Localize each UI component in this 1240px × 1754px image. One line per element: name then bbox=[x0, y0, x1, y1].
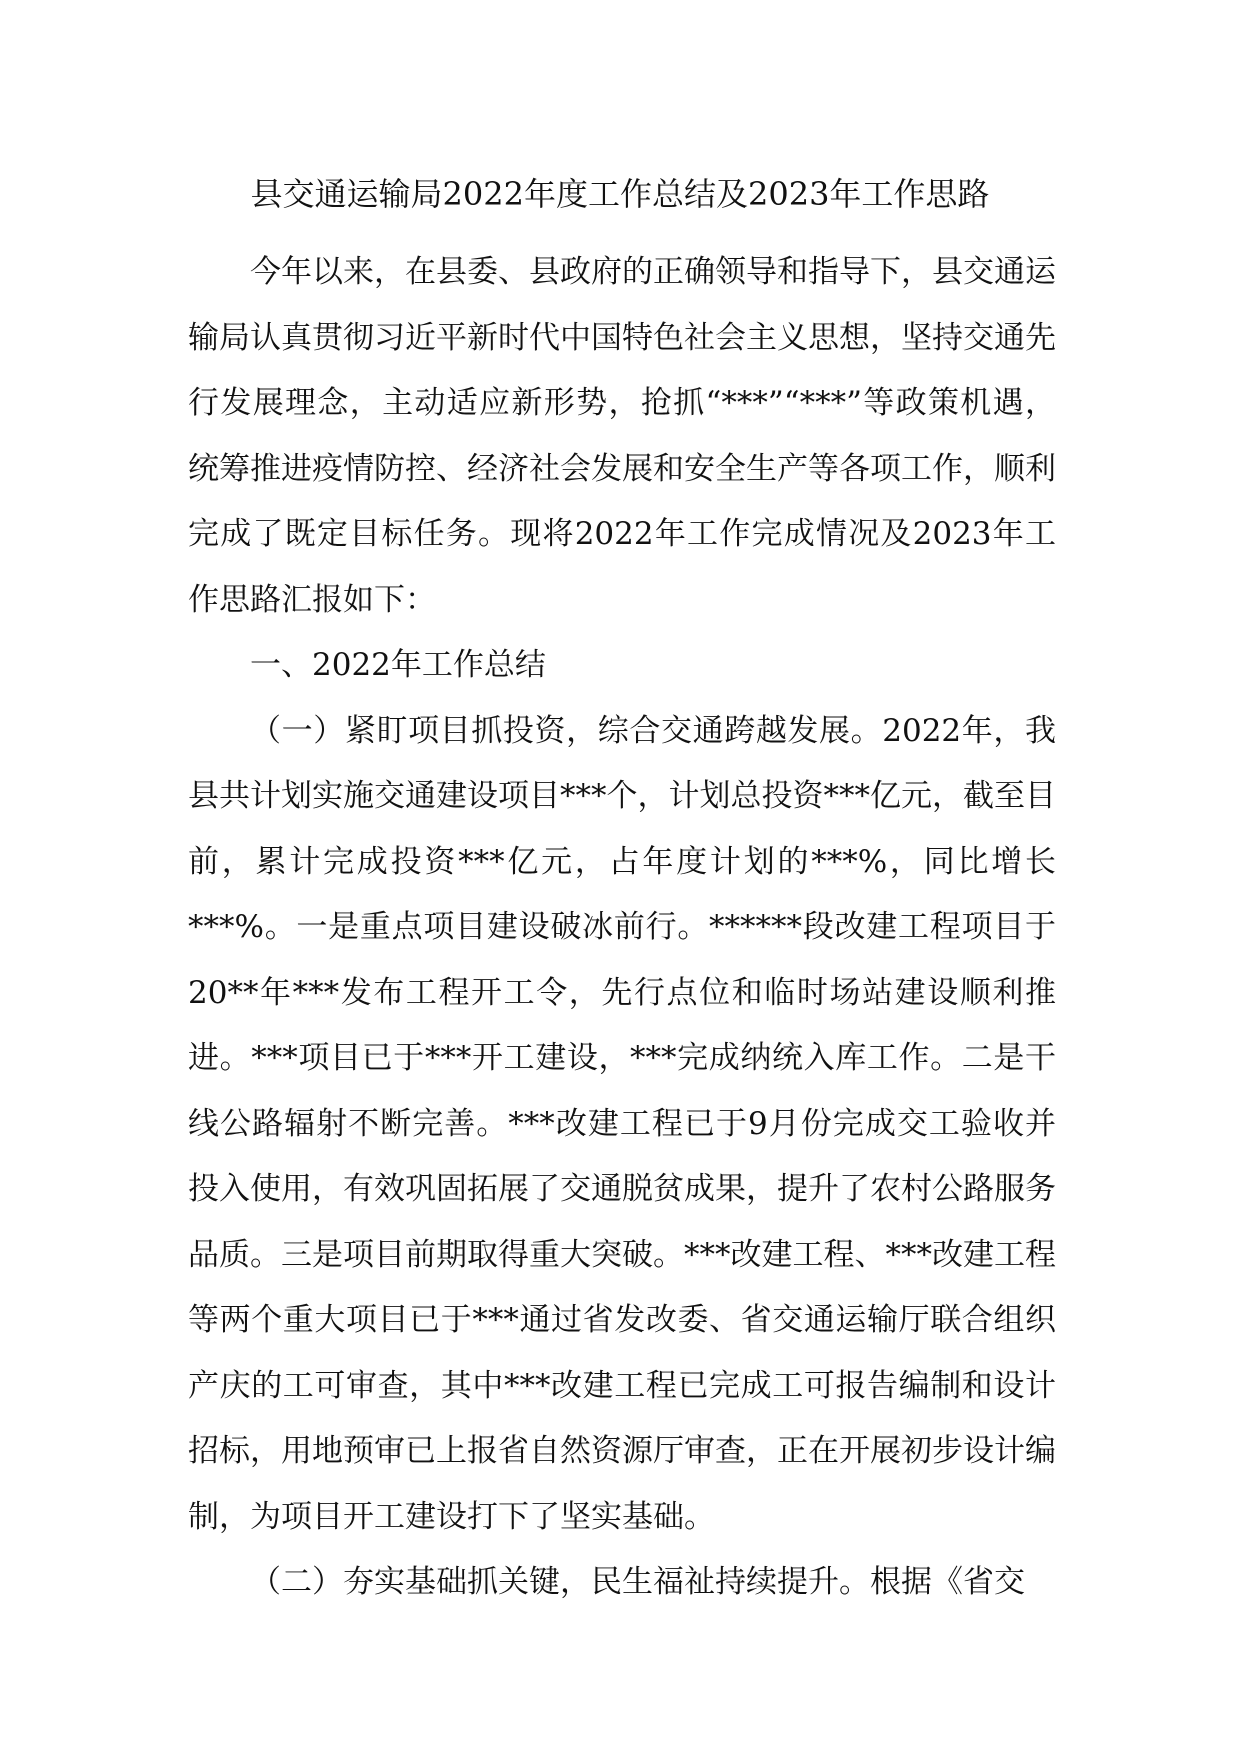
body-paragraph: （二）夯实基础抓关键，民生福祉持续提升。根据《省交 bbox=[250, 1564, 1025, 1600]
document-title: 县交通运输局2022年度工作总结及2023年工作思路 bbox=[250, 175, 990, 213]
document-body bbox=[188, 240, 1056, 1616]
body-paragraph: （一）紧盯项目抓投资，综合交通跨越发展。2022年，我县共计划实施交通建设项目***个，计划总投资***亿元，截至目前，累计完成投资***亿元，占年度计划的***%，同比增长***%。一是重点项目建设破冰前行。******段改建工程项目于20**年***发布工程开工令，先行点位和临时场站建设顺利推进。***项目已于***开工建设，***完成纳统入库工作。二是干线公路辐射不断完善。***改建工程已于9月份完成交工验收并投入使用，有效巩固拓展了交通脱贫成果，提升了农村公路服务品质。三是项目前期取得重大突破。***改建工程、***改建工程等两个重大项目已于***通过省发改委、省交通运输厅联合组织产庆的工可审查，其中***改建工程已完成工可报告编制和设计招标，用地预审已上报省自然资源厅审查，正在开展初步设计编制，为项目开工建设打下了坚实基础。 bbox=[188, 712, 1056, 1535]
intro-paragraph: 今年以来，在县委、县政府的正确领导和指导下，县交通运输局认真贯彻习近平新时代中国特色社会主义思想，坚持交通先行发展理念，主动适应新形势，抢抓“***”“***”等政策机遇，统筹推进疫情防控、经济社会发展和安全生产等各项工作，顺利完成了既定目标任务。现将2022年工作完成情况及2023年工作思路汇报如下： bbox=[188, 254, 1056, 618]
section-heading: 一、2022年工作总结 bbox=[250, 647, 546, 683]
